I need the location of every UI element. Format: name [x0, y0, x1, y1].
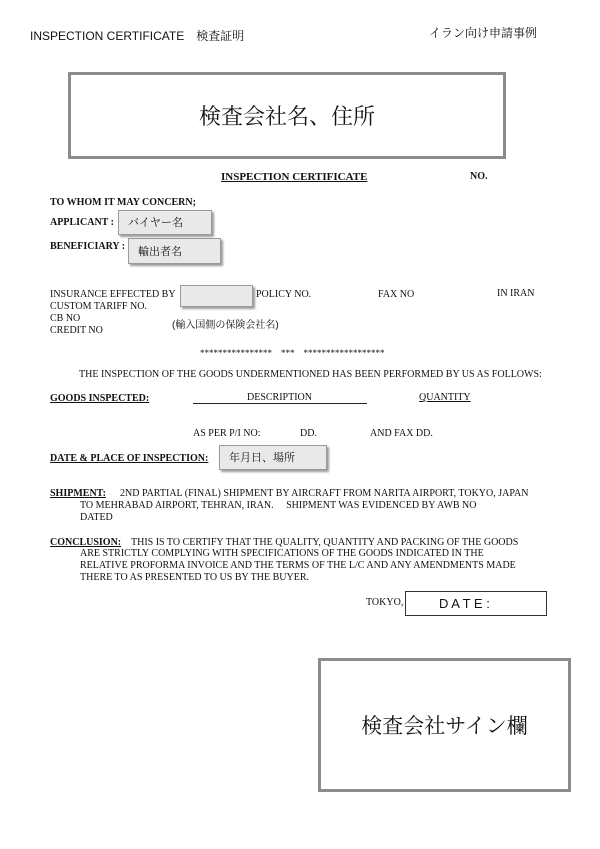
description-label: DESCRIPTION [247, 392, 313, 403]
company-name-address-text: 検査会社名、住所 [198, 105, 375, 130]
separator-stars: **************** *** ****************** [200, 348, 385, 358]
shipment-line-2: TO MEHRABAD AIRPORT, TEHRAN, IRAN. SHIPMENT WAS EVIDENCED BY AWB NO [80, 500, 477, 511]
as-per-pi-label: AS PER P/I NO: [193, 428, 261, 439]
fax-dd-label: AND FAX DD. [370, 428, 433, 439]
beneficiary-value-box [128, 238, 221, 264]
beneficiary-label: BENEFICIARY : [50, 241, 126, 252]
conclusion-line-1: THIS IS TO CERTIFY THAT THE QUALITY, QUANTITY AND PACKING OF THE GOODS [131, 537, 519, 548]
custom-tariff-label: CUSTOM TARIFF NO. [50, 301, 147, 312]
applicant-label: APPLICANT : [50, 217, 114, 228]
date-place-value-box [219, 445, 327, 470]
shipment-line-1: 2ND PARTIAL (FINAL) SHIPMENT BY AIRCRAFT FROM NARITA AIRPORT, TOKYO, JAPAN [120, 488, 529, 499]
beneficiary-value: 輸出者名 [138, 244, 182, 258]
date-place-value: 年月日、場所 [229, 451, 295, 464]
company-name-address-box [68, 72, 506, 159]
conclusion-line-2: ARE STRICTLY COMPLYING WITH SPECIFICATIONS OF THE GOODS INDICATED IN THE [80, 548, 484, 559]
conclusion-line-3: RELATIVE PROFORMA INVOICE AND THE TERMS OF THE L/C AND ANY AMENDMENTS MADE [80, 560, 516, 571]
date-box-label: D A T E : [439, 596, 490, 611]
certificate-title: INSPECTION CERTIFICATE [221, 171, 368, 183]
date-place-label: DATE & PLACE OF INSPECTION: [50, 453, 209, 464]
applicant-value-box [118, 210, 212, 235]
shipment-line-3: DATED [80, 512, 113, 523]
quantity-label: QUANTITY [419, 392, 471, 403]
insurance-location: IN IRAN [497, 288, 535, 299]
insurance-effected-label: INSURANCE EFFECTED BY [50, 289, 176, 300]
credit-no-label: CREDIT NO [50, 325, 103, 336]
date-box [405, 591, 547, 616]
document-header-title: INSPECTION CERTIFICATE 検査証明 [30, 29, 245, 43]
insurance-company-box [180, 285, 253, 307]
inspection-statement: THE INSPECTION OF THE GOODS UNDERMENTIONED HAS BEEN PERFORMED BY US AS FOLLOWS: [79, 369, 542, 380]
inspector-signature-text: 検査会社サイン欄 [361, 714, 528, 738]
fax-no-label: FAX NO [378, 289, 415, 300]
insurance-company-note: (輸入国側の保険会社名) [172, 320, 279, 331]
cb-no-label: CB NO [50, 313, 81, 324]
addressee-text: TO WHOM IT MAY CONCERN; [50, 197, 196, 208]
pi-dd-label: DD. [300, 428, 317, 439]
applicant-value: バイヤー名 [128, 216, 183, 229]
conclusion-label: CONCLUSION: [50, 537, 122, 548]
conclusion-line-4: THERE TO AS PRESENTED TO US BY THE BUYER. [80, 572, 310, 583]
document-category-title: イラン向け申請事例 [429, 26, 538, 40]
inspector-signature-box [318, 658, 571, 792]
certificate-no-label: NO. [470, 171, 488, 182]
policy-no-label: POLICY NO. [256, 289, 312, 300]
description-underline [193, 403, 367, 404]
shipment-label: SHIPMENT: [50, 488, 106, 499]
tokyo-label: TOKYO, [366, 597, 404, 608]
goods-inspected-label: GOODS INSPECTED: [50, 393, 150, 404]
